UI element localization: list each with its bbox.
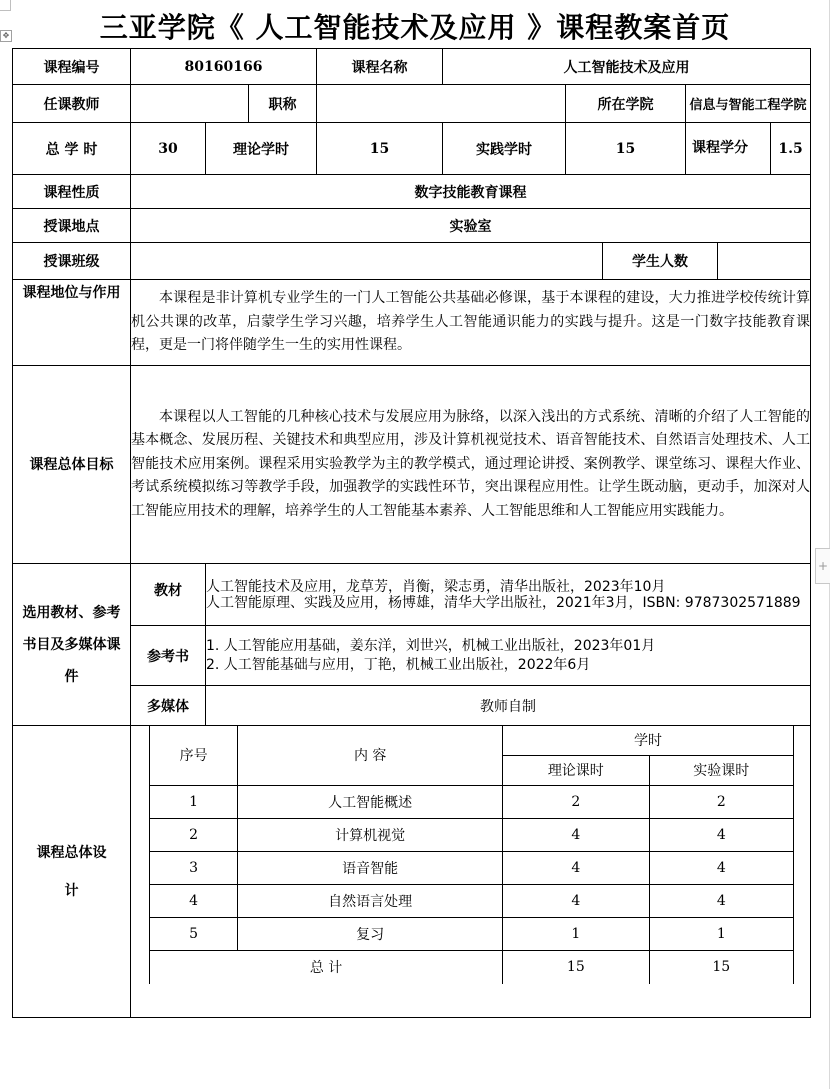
label-design: 课程总体设计 <box>13 726 131 1018</box>
label-college: 所在学院 <box>566 85 686 123</box>
value-references[interactable] <box>206 626 811 686</box>
row-multimedia <box>13 686 811 726</box>
table-row[interactable] <box>150 818 794 851</box>
row-lab: 2 <box>649 785 793 818</box>
row-no: 3 <box>150 851 238 884</box>
label-course-name: 课程名称 <box>317 49 443 85</box>
row-hours <box>13 123 811 175</box>
row-no: 1 <box>150 785 238 818</box>
value-nature[interactable]: 数字技能教育课程 <box>131 175 811 209</box>
row-no: 2 <box>150 818 238 851</box>
header-no: 序号 <box>150 726 238 785</box>
header-content: 内 容 <box>238 726 503 785</box>
textbook-item: 人工智能原理、实践及应用，杨博雄，清华大学出版社，2021年3月，ISBN: 9787302571889 <box>206 594 801 611</box>
label-credits: 课程学分 <box>686 123 771 175</box>
row-textbook <box>13 564 811 626</box>
row-content: 复习 <box>238 917 503 950</box>
label-course-code: 课程编号 <box>13 49 131 85</box>
label-job-title: 职称 <box>249 85 317 123</box>
label-student-count: 学生人数 <box>603 243 718 280</box>
row-content: 计算机视觉 <box>238 818 503 851</box>
row-no: 5 <box>150 917 238 950</box>
value-course-name[interactable]: 人工智能技术及应用 <box>443 49 811 85</box>
row-theory: 4 <box>503 851 649 884</box>
value-class[interactable] <box>131 243 603 280</box>
total-lab: 15 <box>649 950 793 984</box>
label-theory-hours: 理论学时 <box>206 123 317 175</box>
design-table <box>149 726 794 984</box>
label-goal: 课程总体目标 <box>13 366 131 564</box>
row-teacher <box>13 85 811 123</box>
header-hours: 学时 <box>503 726 794 755</box>
row-lab: 1 <box>649 917 793 950</box>
row-no: 4 <box>150 884 238 917</box>
lesson-plan-table <box>12 48 811 1018</box>
row-position <box>13 280 811 366</box>
value-college[interactable]: 信息与智能工程学院 <box>686 85 811 123</box>
row-theory: 4 <box>503 818 649 851</box>
label-total-hours: 总 学 时 <box>13 123 131 175</box>
design-cell <box>131 726 811 1018</box>
total-label: 总 计 <box>150 950 503 984</box>
value-position-text[interactable]: 本课程是非计算机专业学生的一门人工智能公共基础必修课，基于本课程的建设，大力推进学校传统计算机公共课的改革，启蒙学生学习兴趣，培养学生人工智能通识能力的实践与提升。这是一门数字技能教育课程，更是一门将伴随学生一生的实用性课程。 <box>131 280 811 366</box>
row-theory: 4 <box>503 884 649 917</box>
textbook-item: 人工智能技术及应用，龙草芳，肖衡，梁志勇，清华出版社，2023年10月 <box>206 578 666 595</box>
value-job-title[interactable] <box>317 85 566 123</box>
row-content: 自然语言处理 <box>238 884 503 917</box>
label-materials: 选用教材、参考书目及多媒体课件 <box>13 564 131 726</box>
table-move-handle-icon[interactable]: ✥ <box>0 30 12 42</box>
row-content: 人工智能概述 <box>238 785 503 818</box>
table-row[interactable] <box>150 785 794 818</box>
label-nature: 课程性质 <box>13 175 131 209</box>
row-class <box>13 243 811 280</box>
row-reference <box>13 626 811 686</box>
value-textbooks[interactable] <box>206 564 811 626</box>
row-course-code <box>13 49 811 85</box>
row-goal <box>13 366 811 564</box>
reference-item: 2. 人工智能基础与应用，丁艳，机械工业出版社，2022年6月 <box>206 656 591 673</box>
value-location[interactable]: 实验室 <box>131 209 811 243</box>
label-teacher: 任课教师 <box>13 85 131 123</box>
table-row[interactable] <box>150 851 794 884</box>
label-position: 课程地位与作用 <box>13 280 131 366</box>
page-title: 三亚学院《 人工智能技术及应用 》课程教案首页 <box>99 11 731 44</box>
table-row[interactable] <box>150 917 794 950</box>
row-design <box>13 726 811 1018</box>
label-class: 授课班级 <box>13 243 131 280</box>
value-teacher[interactable] <box>131 85 249 123</box>
row-content: 语音智能 <box>238 851 503 884</box>
label-multimedia: 多媒体 <box>131 686 206 726</box>
add-column-plus-icon[interactable]: + <box>815 548 830 584</box>
header-lab: 实验课时 <box>649 755 793 785</box>
label-textbook: 教材 <box>131 564 206 626</box>
row-lab: 4 <box>649 851 793 884</box>
value-multimedia[interactable]: 教师自制 <box>206 686 811 726</box>
value-practice-hours[interactable]: 15 <box>566 123 686 175</box>
total-theory: 15 <box>503 950 649 984</box>
value-total-hours[interactable]: 30 <box>131 123 206 175</box>
total-row[interactable] <box>150 950 794 984</box>
value-credits[interactable]: 1.5 <box>771 123 811 175</box>
table-row[interactable] <box>150 884 794 917</box>
reference-item: 1. 人工智能应用基础，姜东洋，刘世兴，机械工业出版社，2023年01月 <box>206 637 656 654</box>
row-theory: 1 <box>503 917 649 950</box>
row-location <box>13 209 811 243</box>
label-reference: 参考书 <box>131 626 206 686</box>
row-lab: 4 <box>649 818 793 851</box>
label-location: 授课地点 <box>13 209 131 243</box>
row-nature <box>13 175 811 209</box>
value-goal-text[interactable]: 本课程以人工智能的几种核心技术与发展应用为脉络，以深入浅出的方式系统、清晰的介绍了人工智能的基本概念、发展历程、关键技术和典型应用，涉及计算机视觉技术、语音智能技术、自然语言处理技术、人工智能技术应用案例。课程采用实验教学为主的教学模式，通过理论讲授、案例教学、课堂练习、课程大作业、考试系统模拟练习等教学手段，加强教学的实践性环节，突出课程应用性。让学生既动脑，更动手，加深对人工智能应用技术的理解，培养学生的人工智能基本素养、人工智能思维和人工智能应用实践能力。 <box>131 366 811 564</box>
value-student-count[interactable] <box>718 243 811 280</box>
row-lab: 4 <box>649 884 793 917</box>
row-theory: 2 <box>503 785 649 818</box>
design-header-row <box>150 726 794 755</box>
header-theory: 理论课时 <box>503 755 649 785</box>
value-theory-hours[interactable]: 15 <box>317 123 443 175</box>
label-practice-hours: 实践学时 <box>443 123 566 175</box>
value-course-code[interactable]: 80160166 <box>131 49 317 85</box>
